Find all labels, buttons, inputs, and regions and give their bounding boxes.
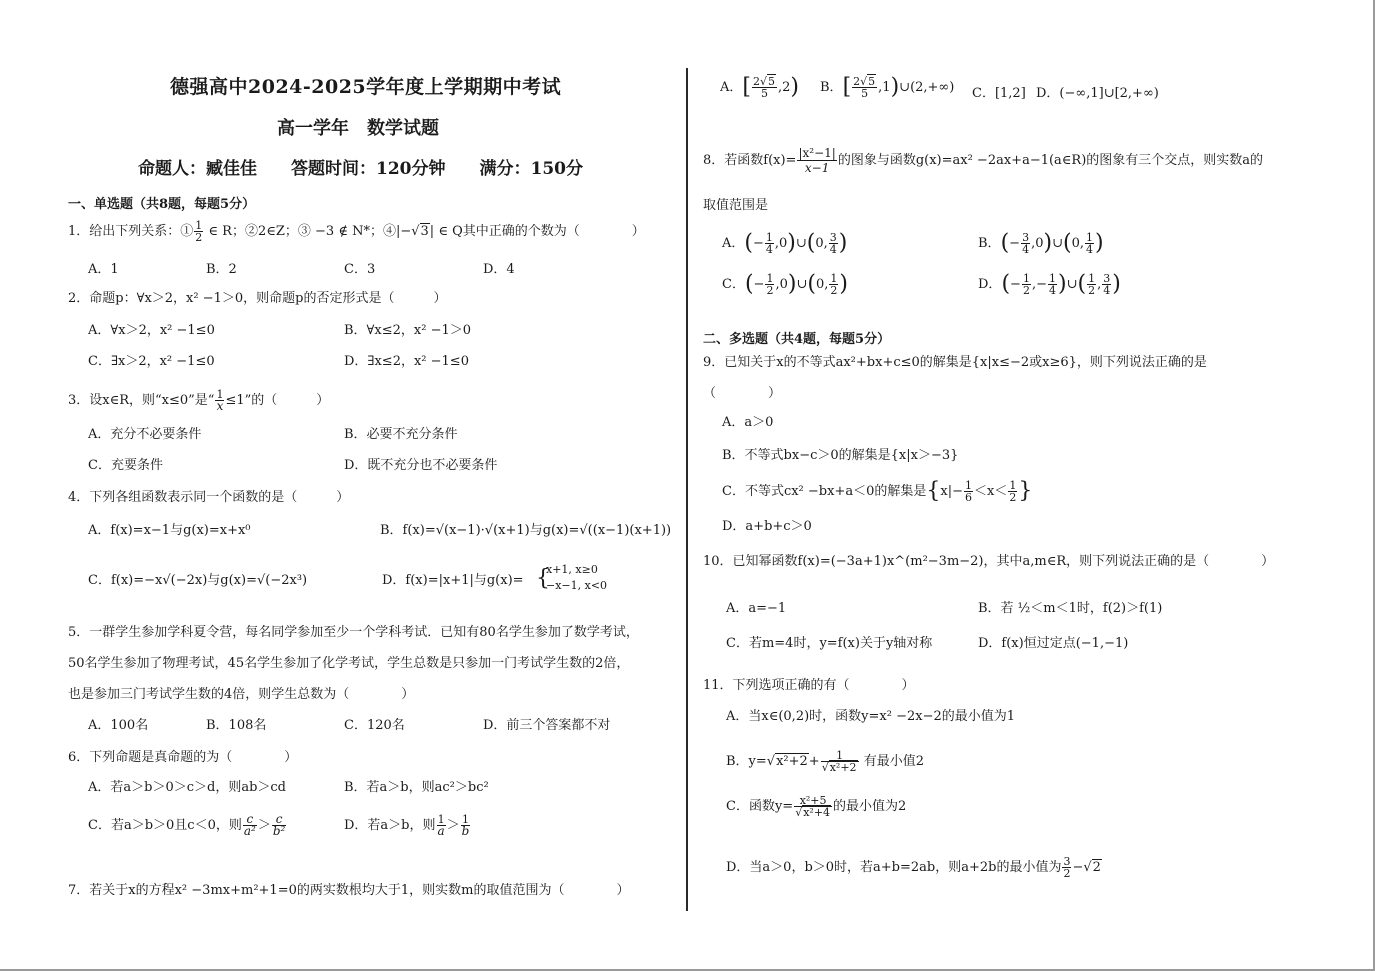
q11-option-b-label: 有最小值2 xyxy=(863,754,924,769)
q2-option-b: B．∀x≤2，x² −1＞0 xyxy=(344,323,472,338)
q1-stem-b: ∈ R；②2∈Z；③ −3 ∉ N*；④ xyxy=(208,224,396,239)
q3-stem-a: 3．设x∈R，则“x≤0”是“ xyxy=(68,393,215,408)
q7-option-c: C．[1,2] xyxy=(972,86,1026,101)
q9-option-d: D．a+b+c＞0 xyxy=(722,519,812,534)
q3-option-a: A．充分不必要条件 xyxy=(88,427,202,442)
q1-option-c: C．3 xyxy=(344,262,376,277)
fraction-abs-x2-minus-1: $\frac{\text{|x²−1|}}{x-1}$ xyxy=(798,146,836,175)
q8-option-d-label: D． xyxy=(978,277,1002,292)
question-9-paren: （ ） xyxy=(703,386,782,401)
q11-option-d-label: D．当a＞0，b＞0时，若a+b=2ab，则a+2b的最小值为 xyxy=(726,860,1062,875)
q8-option-a: A．(− $\frac{1}{4}$ ,0)∪(0, $\frac{3}{4}$ ) xyxy=(722,230,848,256)
q1-option-b: B．2 xyxy=(206,262,237,277)
section-multiple-choice: 二、多选题（共4题，每题5分） xyxy=(703,332,891,347)
fraction-1-over-b: $\frac{1}{b}$ xyxy=(461,813,470,838)
q11-option-c: C．函数y= $\frac{\text{x²+5}}{\text{√x²+4}}$ 的最小值为2 xyxy=(726,794,907,819)
q7-option-d: D．(−∞,1]∪[2,+∞) xyxy=(1036,86,1159,101)
q10-option-a: A．a=−1 xyxy=(726,601,787,616)
q6-option-b: B．若a＞b，则ac²＞bc² xyxy=(344,780,489,795)
q3-option-d: D．既不充分也不必要条件 xyxy=(344,458,498,473)
q5-option-c: C．120名 xyxy=(344,718,405,733)
q4-case-1: x+1, x≥0 xyxy=(546,563,598,576)
question-3 xyxy=(68,389,329,412)
q11-option-c-label: 的最小值为2 xyxy=(833,799,907,814)
q10-option-c: C．若m=4时，y=f(x)关于y轴对称 xyxy=(726,636,933,651)
q4-case-2: −x−1, x<0 xyxy=(546,579,608,592)
question-9: 9．已知关于x的不等式ax²+bx+c≤0的解集是{x|x≤−2或x≥6}，则下列说法正确的是 xyxy=(703,355,1207,370)
question-2: 2．命题p：∀x＞2，x² −1＞0，则命题p的否定形式是（ ） xyxy=(68,291,447,306)
q1-option-d: D．4 xyxy=(483,262,515,277)
q6-option-c-label: C．若a＞b＞0且c＜0，则 xyxy=(88,818,242,833)
q6-option-d: D．若a＞b，则 $\frac{1}{a}$ ＞ $\frac{1}{b}$ xyxy=(344,813,470,838)
q2-option-c: C．∃x＞2，x² −1≤0 xyxy=(88,354,215,369)
question-7: 7．若关于x的方程x² −3mx+m²+1=0的两实数根均大于1，则实数m的取值范围为（ ） xyxy=(68,883,630,898)
q10-option-d: D．f(x)恒过定点(−1,−1) xyxy=(978,636,1129,651)
fraction-one-half: $\frac{1}{2}$ xyxy=(195,219,203,244)
fraction-1-over-a: $\frac{1}{a}$ xyxy=(437,813,445,838)
question-5-line-1: 5．一群学生参加学科夏令营，每名同学参加至少一个学科考试．已知有80名学生参加了数学考试， xyxy=(68,625,639,640)
q4-piecewise xyxy=(546,562,607,594)
q11-option-d: D．当a＞0，b＞0时，若a+b=2ab，则a+2b的最小值为 $\frac{3}{2}$ −√2 xyxy=(726,855,1101,880)
q7-option-b-label: B． xyxy=(820,80,843,95)
question-5-line-2: 50名学生参加了物理考试，45名学生参加了化学考试，学生总数是只参加一门考试学生数的2倍， xyxy=(68,656,630,671)
q4-option-b: B．f(x)=√(x−1)·√(x+1)与g(x)=√((x−1)(x+1)) xyxy=(380,523,672,538)
q8-stem-b: 的图象与函数g(x)=ax² −2ax+a−1(a∈R)的图象有三个交点，则实数a的 xyxy=(837,153,1264,168)
q1-stem-a: 1．给出下列关系：① xyxy=(68,224,194,239)
q6-option-c: C．若a＞b＞0且c＜0，则 $\frac{c}{\text{a²}}$ ＞ $\frac{c}{\text{b²}}$ xyxy=(88,812,286,838)
q8-option-b: B．(− $\frac{3}{4}$ ,0)∪(0, $\frac{1}{4}$ ) xyxy=(978,230,1104,256)
q5-option-a: A．100名 xyxy=(88,718,149,733)
question-1 xyxy=(68,220,645,243)
question-11: 11．下列选项正确的有（ ） xyxy=(703,678,915,693)
q9-option-c-label: C．不等式cx² −bx+a＜0的解集是 xyxy=(722,484,927,499)
question-8-line-2: 取值范围是 xyxy=(703,198,769,213)
q4-option-d xyxy=(382,572,524,590)
question-5-line-3: 也是参加三门考试学生数的4倍，则学生总数为（ ） xyxy=(68,687,415,702)
piecewise-brace: { xyxy=(536,566,550,591)
fraction-c-over-b2: $\frac{c}{\text{b²}}$ xyxy=(272,812,286,838)
fraction-c-over-a2: $\frac{c}{\text{a²}}$ xyxy=(243,812,256,838)
q7-option-b: B．[ $\frac{2√5}{5}$ ,1)∪(2,+∞) xyxy=(820,74,955,100)
q7-option-a: A．[ $\frac{2√5}{5}$ ,2) xyxy=(720,74,799,100)
q2-option-d: D．∃x≤2，x² −1≤0 xyxy=(344,354,469,369)
q3-option-c: C．充要条件 xyxy=(88,458,163,473)
exam-subtitle: 高一学年 数学试题 xyxy=(277,118,439,139)
q5-option-b: B．108名 xyxy=(206,718,267,733)
fraction-one-over-x: $\frac{1}{x}$ xyxy=(216,388,224,413)
q3-stem-b: ≤1”的（ ） xyxy=(225,393,330,408)
q3-option-b: B．必要不充分条件 xyxy=(344,427,458,442)
q6-option-a: A．若a＞b＞0＞c＞d，则ab＞cd xyxy=(88,780,287,795)
q11-option-a: A．当x∈(0,2)时，函数y=x² −2x−2的最小值为1 xyxy=(726,709,1016,724)
q8-option-c-label: C． xyxy=(722,277,745,292)
abs-neg-root-3: |−√3| xyxy=(395,224,435,239)
q1-option-a: A．1 xyxy=(88,262,119,277)
q4-option-d-label: D．f(x)=|x+1|与g(x)= xyxy=(382,573,524,588)
q10-option-b: B．若 ½＜m＜1时，f(2)＞f(1) xyxy=(978,601,1163,616)
q4-option-a: A．f(x)=x−1与g(x)=x+x⁰ xyxy=(88,523,251,538)
q4-option-c: C．f(x)=−x√(−2x)与g(x)=√(−2x³) xyxy=(88,573,308,588)
q8-stem-a: 8．若函数f(x)= xyxy=(703,153,797,168)
q2-option-a: A．∀x＞2，x² −1≤0 xyxy=(88,323,215,338)
q9-option-a: A．a＞0 xyxy=(722,415,774,430)
q6-option-d-label: D．若a＞b，则 xyxy=(344,818,436,833)
q11-option-b: B．y=√x²+2+ $\frac{1}{\text{√x²+2}}$ 有最小值2 xyxy=(726,749,924,774)
q1-stem-c: ∈ Q其中正确的个数为（ ） xyxy=(438,224,645,239)
section-single-choice: 一、单选题（共8题，每题5分） xyxy=(68,197,256,212)
question-8 xyxy=(703,146,1263,175)
q8-option-b-label: B． xyxy=(978,236,1001,251)
question-6: 6．下列命题是真命题的为（ ） xyxy=(68,750,298,765)
exam-title: 德强高中2024-2025学年度上学期期中考试 xyxy=(170,76,562,98)
q8-option-d: D．(− $\frac{1}{2}$ ,− $\frac{1}{4}$ )∪( $\frac{1}{2}$ , $\frac{3}{4}$ ) xyxy=(978,271,1121,297)
q9-option-b: B．不等式bx−c＞0的解集是{x|x＞−3} xyxy=(722,448,959,463)
q9-option-c: C．不等式cx² −bx+a＜0的解集是{x|− $\frac{1}{6}$ ＜x＜ $\frac{1}{2}$ } xyxy=(722,478,1033,504)
exam-meta: 命题人：臧佳佳 答题时间：120分钟 满分：150分 xyxy=(138,159,583,179)
q8-option-c: C．(− $\frac{1}{2}$ ,0)∪(0, $\frac{1}{2}$ ) xyxy=(722,271,848,297)
q8-option-a-label: A． xyxy=(722,236,745,251)
column-divider xyxy=(686,68,688,911)
q5-option-d: D．前三个答案都不对 xyxy=(483,718,611,733)
question-10: 10．已知幂函数f(x)=(−3a+1)x^(m²−3m−2)，其中a,m∈R，则下列说法正确的是（ ） xyxy=(703,554,1275,569)
q7-option-a-label: A． xyxy=(720,80,743,95)
question-4: 4．下列各组函数表示同一个函数的是（ ） xyxy=(68,490,350,505)
